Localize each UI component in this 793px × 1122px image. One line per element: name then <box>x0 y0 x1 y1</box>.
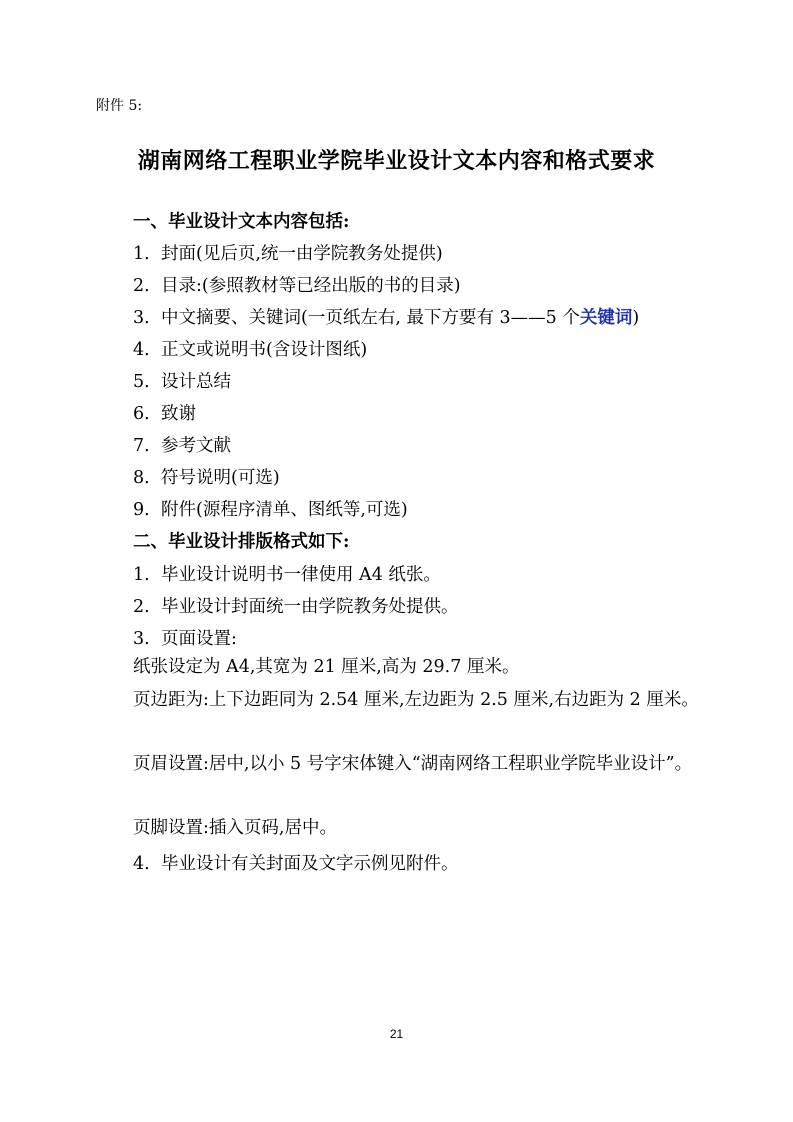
item-number: 5. <box>133 372 150 392</box>
item-number: 3. <box>133 308 150 328</box>
item-text: 正文或说明书(含设计图纸) <box>161 340 368 360</box>
list-item <box>133 496 408 521</box>
list-item <box>133 432 231 457</box>
keyword-highlight: 关键词 <box>579 308 633 328</box>
attachment-label: 附件 5: <box>96 98 143 114</box>
section-2-heading: 二、毕业设计排版格式如下: <box>133 532 350 552</box>
item-number: 6. <box>133 404 150 424</box>
item-text: 毕业设计有关封面及文字示例见附件。 <box>161 854 459 874</box>
item-number: 1. <box>133 565 150 585</box>
paper-size-paragraph: 纸张设定为 A4,其宽为 21 厘米,高为 29.7 厘米。 <box>133 657 520 677</box>
list-item <box>133 368 231 393</box>
list-item <box>133 625 237 650</box>
item-text: 毕业设计说明书一律使用 A4 纸张。 <box>161 565 441 585</box>
item-text: 附件(源程序清单、图纸等,可选) <box>161 500 408 520</box>
item-number: 9. <box>133 500 150 520</box>
item-number: 4. <box>133 854 150 874</box>
list-item <box>133 272 461 297</box>
item-number: 3. <box>133 629 150 649</box>
header-paragraph: 页眉设置:居中,以小 5 号字宋体键入“湖南网络工程职业学院毕业设计”。 <box>133 754 693 774</box>
list-item <box>133 464 280 489</box>
item-text: 设计总结 <box>161 372 231 392</box>
item-number: 2. <box>133 276 150 296</box>
list-item <box>133 240 443 265</box>
page-number: 21 <box>389 1027 404 1041</box>
item-number: 2. <box>133 597 150 617</box>
item-text: 页面设置: <box>161 629 237 649</box>
item-number: 1. <box>133 244 150 264</box>
item-number: 4. <box>133 340 150 360</box>
list-item <box>133 400 196 425</box>
item-text: 致谢 <box>161 404 196 424</box>
list-item <box>133 593 459 618</box>
item-text: 符号说明(可选) <box>161 468 280 488</box>
item-number: 7. <box>133 436 150 456</box>
item-text: 参考文献 <box>161 436 231 456</box>
item-number: 8. <box>133 468 150 488</box>
item-suffix: ) <box>632 308 640 328</box>
item-text: 中文摘要、关键词(一页纸左右, 最下方要有 3——5 个 <box>161 308 580 328</box>
section-1-heading: 一、毕业设计文本内容包括: <box>133 212 350 232</box>
list-item <box>133 850 459 875</box>
footer-paragraph: 页脚设置:插入页码,居中。 <box>133 818 337 838</box>
list-item <box>133 336 367 361</box>
item-text: 毕业设计封面统一由学院教务处提供。 <box>161 597 459 617</box>
item-text: 封面(见后页,统一由学院教务处提供) <box>161 244 443 264</box>
item-text: 目录:(参照教材等已经出版的书的目录) <box>161 276 461 296</box>
list-item <box>133 561 441 586</box>
list-item <box>133 304 639 329</box>
margins-paragraph: 页边距为:上下边距同为 2.54 厘米,左边距为 2.5 厘米,右边距为 2 厘米。 <box>133 690 699 710</box>
document-title: 湖南网络工程职业学院毕业设计文本内容和格式要求 <box>137 148 656 174</box>
